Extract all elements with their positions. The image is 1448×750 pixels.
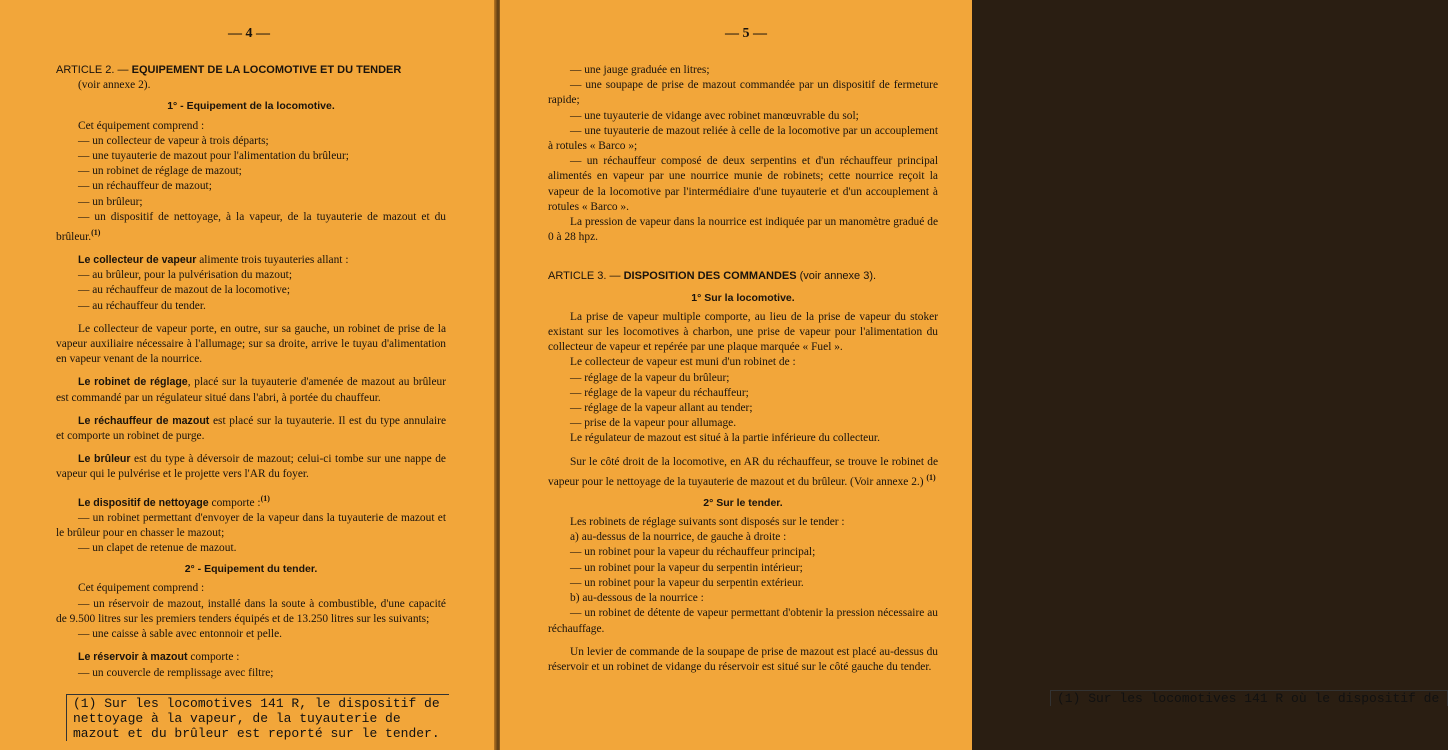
text-line: — une jauge graduée en litres; (570, 64, 710, 76)
page-number: — 5 — (725, 26, 767, 41)
footnote: (1) Sur les locomotives 141 R où le dispositif de (1050, 690, 1448, 706)
text-line: — réglage de la vapeur allant au tender; (570, 402, 753, 415)
text-line: Le collecteur de vapeur est muni d'un robinet de : (570, 356, 796, 369)
text-line: b) au-dessous de la nourrice : (570, 592, 704, 605)
text-line: ARTICLE 3. — DISPOSITION DES COMMANDES (voir annexe 3). (548, 270, 877, 283)
text-line: (voir annexe 2). (78, 79, 151, 92)
right-page (500, 0, 1440, 750)
text-line: Le brûleur est du type à déversoir de mazout; celui-ci tombe sur une nappe de vapeur qui le pulvérise et le projette vers l'AR du foyer. (56, 453, 446, 481)
text-line: — un robinet pour la vapeur du serpentin intérieur; (570, 561, 803, 574)
text-line: Le réchauffeur de mazout est placé sur la tuyauterie. Il est du type annulaire et comporte un robinet de purge. (56, 414, 446, 443)
text-line: Les robinets de réglage suivants sont disposés sur le tender : (570, 516, 845, 529)
page-number: — 4 — (228, 26, 270, 41)
text-line: — un clapet de retenue de mazout. (78, 542, 237, 555)
text-line: Le collecteur de vapeur alimente trois tuyauteries allant : (78, 254, 349, 267)
text-line: — un robinet pour la vapeur du serpentin extérieur. (570, 576, 804, 589)
text-line: Le dispositif de nettoyage comporte :$^{(1)}$ (78, 493, 270, 509)
text-line: — un collecteur de vapeur à trois départs; (78, 134, 269, 147)
text-line: — une soupape de prise de mazout commandée par un dispositif de fermeture rapide; (548, 79, 938, 107)
text-line: — au réchauffeur du tender. (78, 299, 206, 312)
text-line: 1° Sur la locomotive. (691, 291, 795, 304)
text-line: — un dispositif de nettoyage, à la vapeur, de la tuyauterie de mazout et du brûleur.$^{(1)}$ (56, 210, 446, 243)
text-line: — un réchauffeur composé de deux serpentins et d'un réchauffeur principal alimentés en vapeur par une nourrice munie de robinets; cette nourrice reçoit la vapeur de la locomotive par l'intermédiaire d'une tuyauterie et d'un accouplement à rotules « Barco ». (548, 155, 938, 213)
text-line: ARTICLE 2. — EQUIPEMENT DE LA LOCOMOTIVE ET DU TENDER (56, 64, 402, 76)
text-line: Cet équipement comprend : (78, 119, 205, 132)
text-line: Cet équipement comprend : (78, 582, 205, 595)
text-line: — un robinet de réglage de mazout; (78, 165, 242, 178)
text-line: Le collecteur de vapeur porte, en outre, sur sa gauche, un robinet de prise de la vapeur auxiliaire nécessaire à l'allumage; sur sa droite, arrive le tuyau d'alimentation en vapeur venant de la nourrice. (56, 322, 446, 366)
text-line: La prise de vapeur multiple comporte, au lieu de la prise de vapeur du stoker existant sur les locomotives à charbon, une prise de vapeur pour l'alimentation du collecteur de vapeur et repérée par une plaque marquée « Fuel ». (548, 310, 938, 354)
text-line: Le régulateur de mazout est situé à la partie inférieure du collecteur. (570, 432, 880, 445)
text-line: La pression de vapeur dans la nourrice est indiquée par un manomètre gradué de 0 à 28 hpz. (548, 216, 938, 244)
text-line: a) au-dessus de la nourrice, de gauche à droite : (570, 531, 787, 544)
text-line: 2° - Equipement du tender. (184, 563, 318, 576)
text-line: — un brûleur; (78, 195, 143, 208)
text-line: — une tuyauterie de mazout pour l'alimentation du brûleur; (78, 150, 349, 163)
text-line: — réglage de la vapeur du réchauffeur; (570, 386, 749, 399)
left-page-text (56, 63, 446, 681)
text-line: — un réchauffeur de mazout; (78, 180, 212, 193)
text-line: Le robinet de réglage, placé sur la tuyauterie d'amenée de mazout au brûleur est commandé par un régulateur situé dans l'abri, à portée du chauffeur. (56, 376, 447, 404)
text-line: — un couvercle de remplissage avec filtre; (78, 666, 274, 679)
text-line: — réglage de la vapeur du brûleur; (570, 371, 730, 384)
text-line: Sur le côté droit de la locomotive, en AR du réchauffeur, se trouve le robinet de vapeur pour le nettoyage de la tuyauterie de mazout et du brûleur. (Voir annexe 2.) $^{(1)}$ (548, 455, 938, 488)
text-line: — prise de la vapeur pour allumage. (570, 417, 737, 430)
text-line: — un réservoir de mazout, installé dans la soute à combustible, d'une capacité de 9.500 litres sur les premiers tenders équipés et de 13.250 litres sur les suivants; (56, 597, 446, 625)
text-line: — au réchauffeur de mazout de la locomotive; (78, 284, 291, 297)
footnote: (1) Sur les locomotives 141 R, le dispositif de nettoyage à la vapeur, de la tuyauterie de mazout et du brûleur est reporté sur le tender. (66, 694, 449, 741)
text-line: — un robinet permettant d'envoyer de la vapeur dans la tuyauterie de mazout et le brûleur pour en chasser le mazout; (56, 511, 446, 539)
text-line: Le réservoir à mazout comporte : (78, 651, 240, 664)
text-line: — un robinet de détente de vapeur permettant d'obtenir la pression nécessaire au réchauffage. (548, 607, 938, 635)
right-page-text (548, 63, 938, 675)
text-line: 1° - Equipement de la locomotive. (167, 100, 335, 113)
text-line: — un robinet pour la vapeur du réchauffeur principal; (570, 546, 816, 559)
left-page (0, 0, 496, 750)
text-line: — au brûleur, pour la pulvérisation du mazout; (78, 269, 293, 282)
text-line: 2° Sur le tender. (703, 496, 783, 509)
text-line: — une tuyauterie de vidange avec robinet manœuvrable du sol; (570, 109, 859, 122)
text-line: — une tuyauterie de mazout reliée à celle de la locomotive par un accouplement à rotules « Barco »; (548, 124, 938, 153)
text-line: Un levier de commande de la soupape de prise de mazout est placé au-dessus du réservoir et un robinet de vidange du réservoir est situé sur le côté gauche du tender. (548, 645, 938, 673)
text-line: — une caisse à sable avec entonnoir et pelle. (78, 628, 282, 641)
